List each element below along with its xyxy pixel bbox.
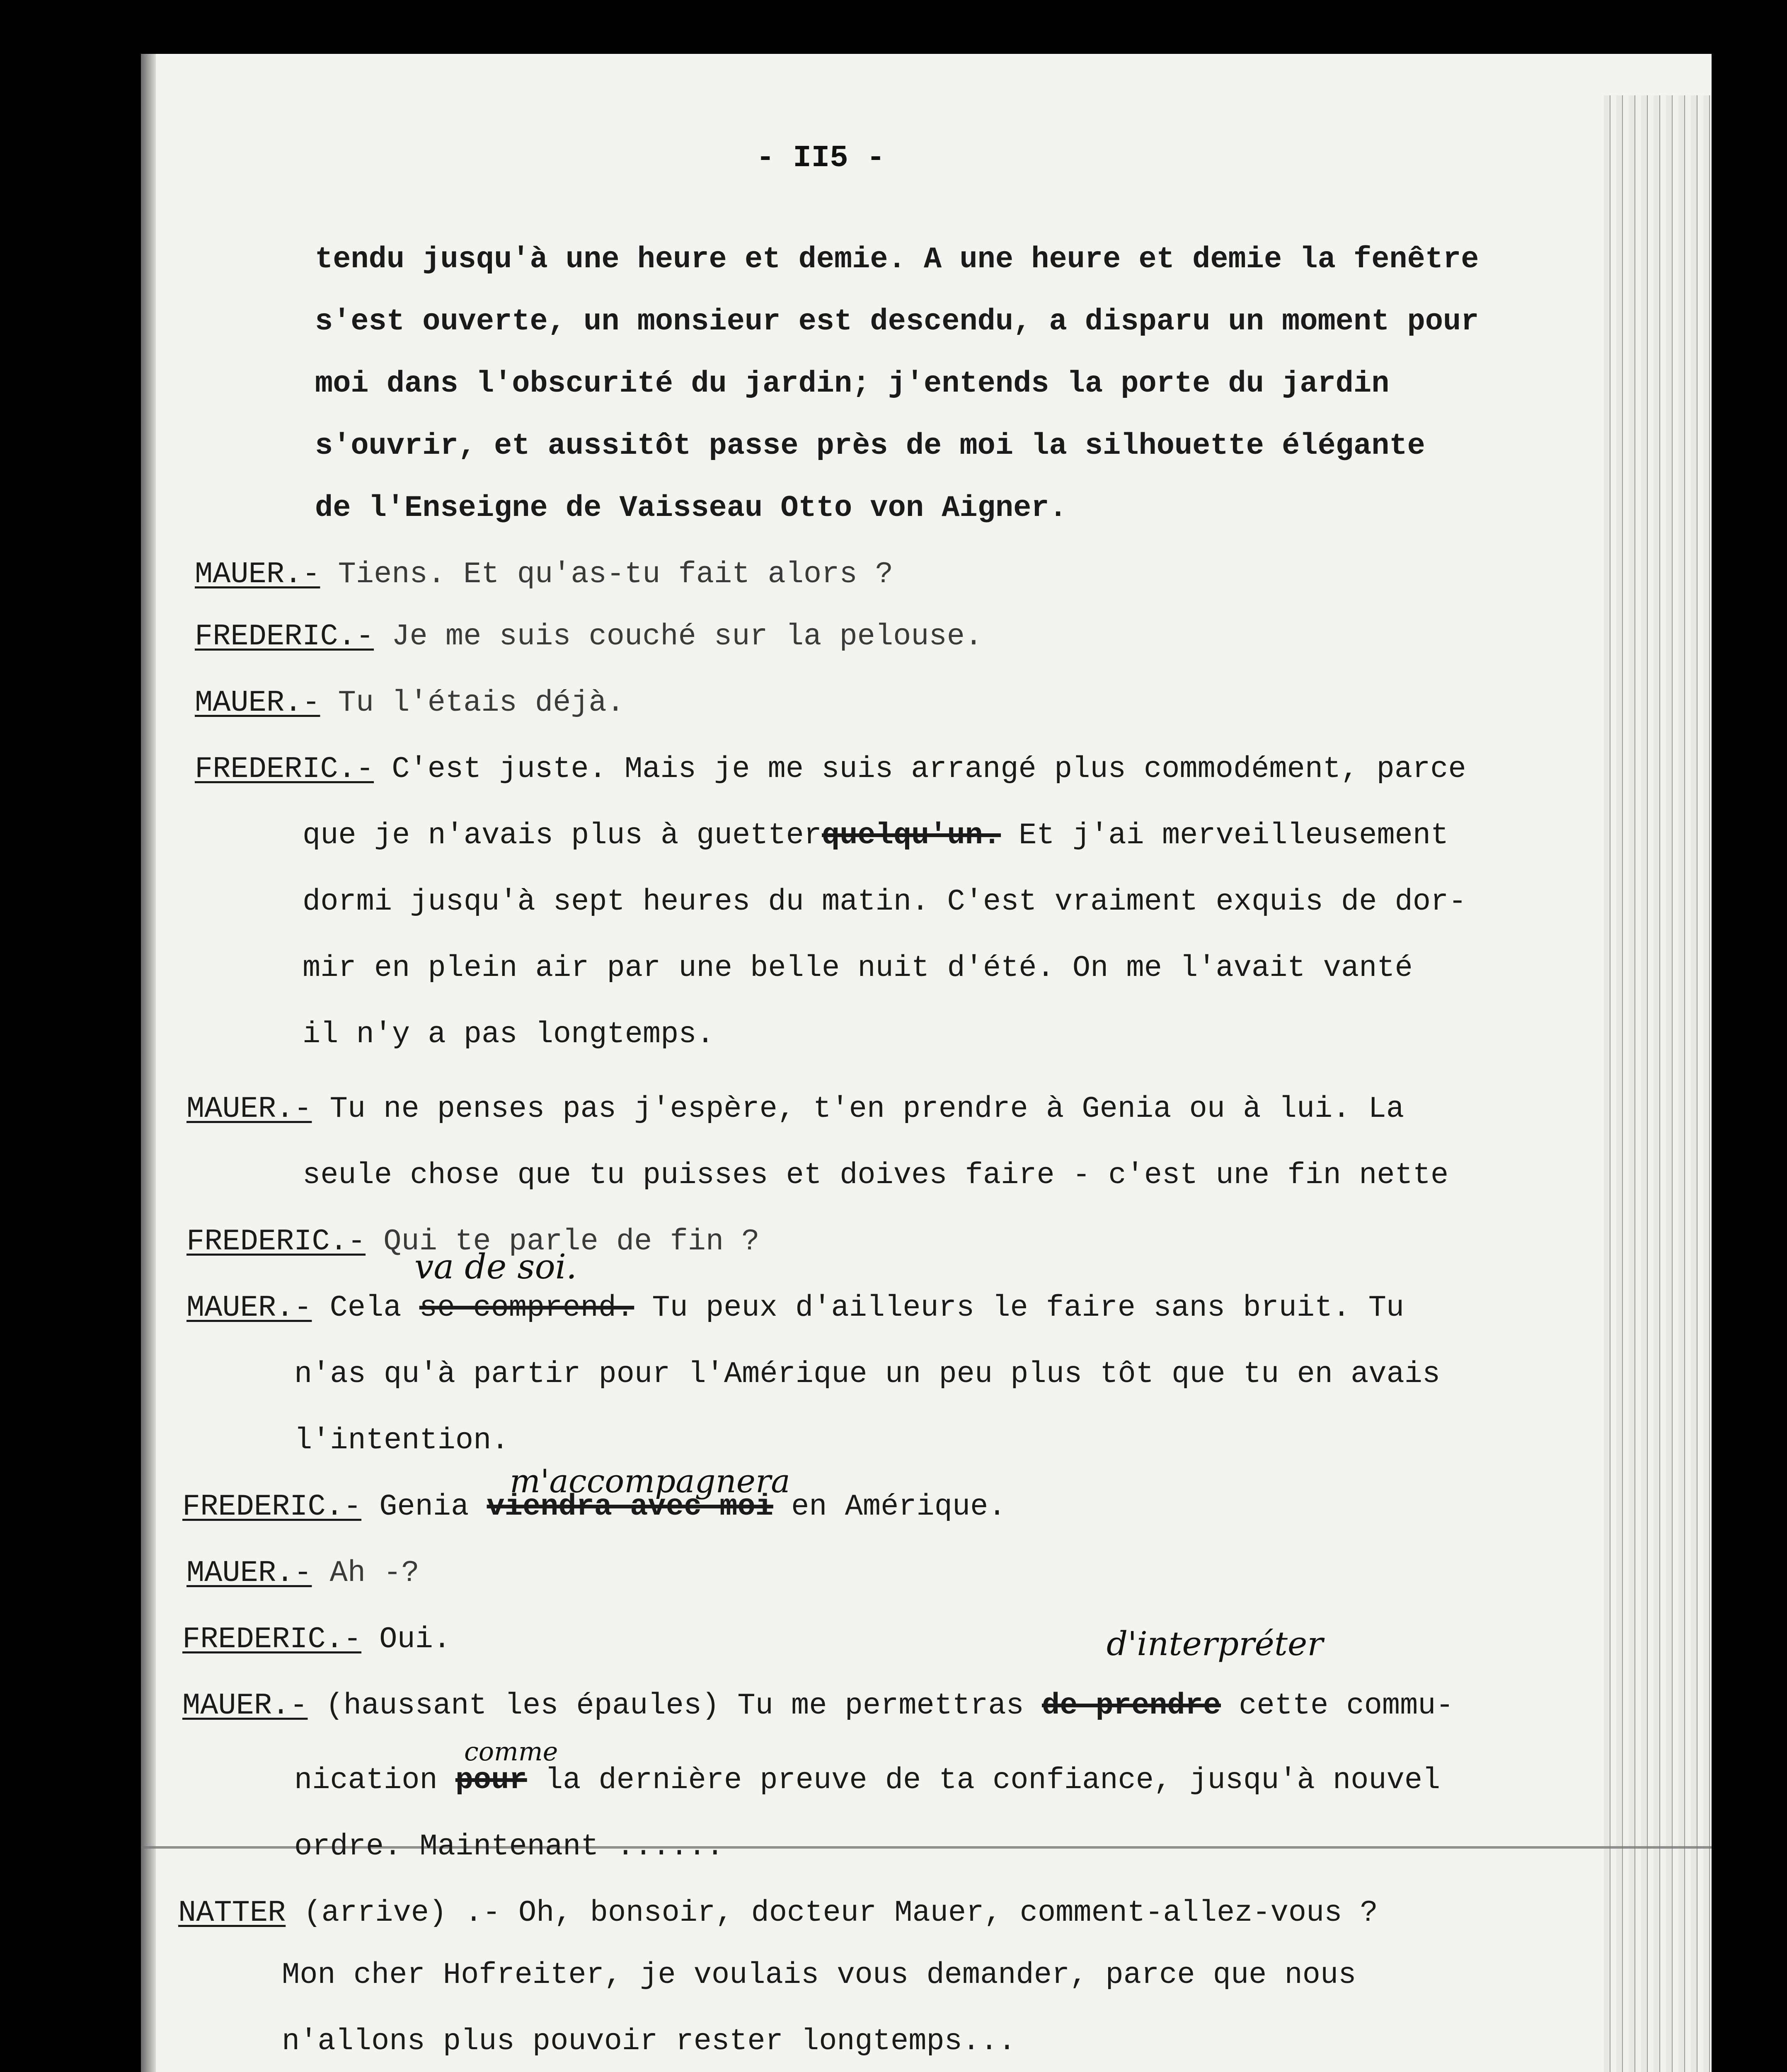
text-line-4: s'ouvrir, et aussitôt passe près de moi la silhouette élégante [315,429,1425,463]
struck-text: viendra avec moi [487,1490,773,1524]
dialogue-line [186,1558,419,1588]
dialogue-text: Ah -? [312,1556,419,1590]
speaker-name: MAUER.- [186,1092,312,1126]
handwritten-annotation: d'interpréter [1107,1624,1323,1663]
speaker-name: MAUER.- [186,1291,312,1325]
dialogue-text: Genia [361,1490,469,1524]
dialogue-text: dormi jusqu'à sept heures du matin. C'est vraiment exquis de dor- [303,885,1467,919]
page-left-edge [141,54,156,2072]
speaker-name: MAUER.- [182,1689,308,1723]
dialogue-line [294,1830,724,1864]
dialogue-line [303,1019,714,1049]
dialogue-line [195,754,1466,784]
dialogue-text: la dernière preuve de ta confiance, jusqu'à nouvel [527,1763,1441,1797]
dialogue-line [282,2026,1016,2056]
dialogue-line [195,688,625,718]
speaker-name: FREDERIC.- [186,1225,366,1259]
text-line-5: de l'Enseigne de Vaisseau Otto von Aigner. [315,491,1067,525]
dialogue-line [195,559,893,589]
dialogue-text: nication [294,1763,438,1797]
dialogue-text: Tu l'étais déjà. [320,686,625,720]
struck-text: de prendre [1041,1689,1221,1723]
paper-stack-edge [1604,95,1712,2072]
dialogue-text: Cela [312,1291,402,1325]
dialogue-line [182,1492,1006,1522]
dialogue-text: n'allons plus pouvoir rester longtemps... [282,2024,1016,2058]
dialogue-line [282,1960,1356,1990]
dialogue-text: Mon cher Hofreiter, je voulais vous demander, parce que nous [282,1958,1356,1992]
dialogue-text: il n'y a pas longtemps. [303,1017,714,1051]
speaker-name: NATTER [178,1896,286,1930]
dialogue-text: ordre. Maintenant ...... [294,1830,724,1864]
dialogue-line [303,887,1466,917]
dialogue-line [186,1293,1404,1323]
dialogue-line [195,620,983,654]
dialogue-text: mir en plein air par une belle nuit d'été. On me l'avait vanté [303,951,1413,985]
text-line-3: moi dans l'obscurité du jardin; j'entends la porte du jardin [315,367,1390,401]
struck-text: se comprend. [419,1291,634,1325]
handwritten-annotation: m'accompagnera [510,1463,790,1500]
dialogue-text: Tu peux d'ailleurs le faire sans bruit. Tu [634,1291,1404,1325]
dialogue-text: Tiens. Et qu'as-tu fait alors ? [320,557,894,591]
speaker-name: MAUER.- [186,1556,312,1590]
dialogue-text: Tu ne penses pas j'espère, t'en prendre à Genia ou à lui. La [312,1092,1404,1126]
struck-text: quelqu'un. [822,818,1001,852]
dialogue-text: Et j'ai merveilleusement [1001,818,1449,852]
dialogue-text: Je me suis couché sur la pelouse. [374,620,983,654]
dialogue-text: Qui te parle de fin ? [366,1225,760,1259]
struck-text: pour [455,1763,527,1797]
dialogue-line [303,818,1449,852]
dialogue-line [182,1691,1454,1721]
dialogue-text: n'as qu'à partir pour l'Amérique un peu plus tôt que tu en avais [294,1357,1441,1391]
speaker-name: FREDERIC.- [182,1490,362,1524]
dialogue-line [303,953,1413,983]
speaker-name: FREDERIC.- [195,620,374,654]
dialogue-text: C'est juste. Mais je me suis arrangé plus commodément, parce [374,752,1466,786]
dialogue-line [178,1898,1378,1928]
dialogue-text: cette commu- [1221,1689,1454,1723]
dialogue-text: l'intention. [294,1423,509,1457]
dialogue-line [294,1423,509,1457]
dialogue-text: (arrive) .- Oh, bonsoir, docteur Mauer, comment-allez-vous ? [286,1896,1378,1930]
text-line-1: tendu jusqu'à une heure et demie. A une heure et demie la fenêtre [315,242,1479,276]
dialogue-text: seule chose que tu puisses et doives faire - c'est une fin nette [303,1158,1449,1192]
speaker-name: FREDERIC.- [182,1622,362,1656]
dialogue-text: que je n'avais plus à guetter [303,818,822,852]
dialogue-text: (haussant les épaules) Tu me permettras [308,1689,1024,1723]
dialogue-line [303,1160,1448,1190]
dialogue-line [186,1094,1404,1124]
handwritten-annotation: va de soi. [414,1247,577,1287]
speaker-name: MAUER.- [195,686,320,720]
dialogue-line [294,1765,1440,1795]
dialogue-text: en Amérique. [773,1490,1006,1524]
dialogue-line [182,1624,451,1654]
dialogue-text: Oui. [361,1622,451,1656]
page-number: - II5 - [756,141,885,176]
speaker-name: MAUER.- [195,557,320,591]
text-line-2: s'est ouverte, un monsieur est descendu, a disparu un moment pour [315,305,1479,339]
speaker-name: FREDERIC.- [195,752,374,786]
document-page [141,54,1712,2072]
dialogue-line [294,1359,1440,1389]
handwritten-annotation: comme [464,1736,558,1767]
